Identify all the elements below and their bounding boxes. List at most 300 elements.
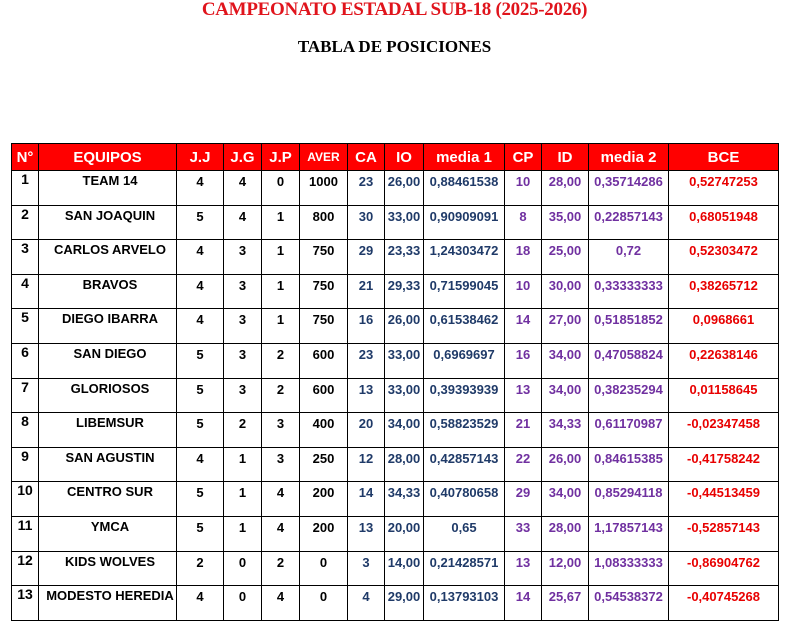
games-played-cell-value: 5 — [196, 381, 204, 397]
team-name-cell — [39, 274, 177, 309]
position-cell — [12, 171, 39, 206]
average-cell — [300, 274, 348, 309]
team-name-cell — [39, 240, 177, 275]
cp-cell-value: 8 — [519, 208, 527, 224]
media1-cell — [424, 586, 505, 621]
media2-cell — [589, 447, 669, 482]
ca-cell-value: 30 — [358, 208, 374, 224]
table-row — [12, 343, 779, 378]
id-cell-value: 25,00 — [548, 243, 582, 259]
id-cell — [542, 171, 589, 206]
position-cell — [12, 413, 39, 448]
games-won-cell — [224, 586, 262, 621]
position-cell-value: 11 — [17, 516, 33, 533]
media2-cell-value: 0,61170987 — [594, 416, 663, 432]
games-lost-cell-value: 4 — [276, 485, 285, 501]
games-played-cell — [177, 516, 224, 551]
media1-cell-value: 0,39393939 — [429, 381, 499, 397]
media2-cell-value: 0,85294118 — [594, 485, 663, 501]
media1-cell-value: 0,61538462 — [429, 312, 499, 328]
games-won-cell-value: 0 — [238, 589, 247, 605]
ca-cell-value: 13 — [358, 381, 374, 397]
io-cell-value: 28,00 — [387, 450, 421, 466]
games-played-cell-value: 5 — [196, 519, 204, 535]
average-cell — [300, 551, 348, 586]
games-played-cell — [177, 205, 224, 240]
cp-cell-value: 13 — [515, 554, 531, 570]
media2-cell — [589, 516, 669, 551]
average-cell — [300, 482, 348, 517]
ca-cell — [348, 586, 385, 621]
team-name-cell — [39, 309, 177, 344]
ca-cell-value: 23 — [358, 346, 374, 362]
id-cell-value: 35,00 — [548, 208, 582, 224]
team-name-cell-value: KIDS WOLVES — [64, 553, 156, 569]
id-cell-value: 12,00 — [548, 554, 582, 570]
id-cell — [542, 447, 589, 482]
games-lost-cell-value: 1 — [276, 243, 285, 259]
average-cell-value: 750 — [312, 312, 335, 328]
average-cell-value: 750 — [312, 243, 335, 259]
media1-cell — [424, 205, 505, 240]
games-lost-cell — [262, 205, 300, 240]
col-header-n: N° — [12, 144, 39, 171]
games-played-cell — [177, 378, 224, 413]
average-cell-value: 0 — [319, 554, 328, 570]
col-header-bce: BCE — [669, 144, 779, 171]
games-lost-cell-value: 1 — [276, 312, 285, 328]
media2-cell-value: 1,17857143 — [594, 519, 663, 535]
id-cell-value: 25,67 — [548, 589, 582, 605]
cp-cell — [505, 205, 542, 240]
games-won-cell — [224, 205, 262, 240]
ca-cell-value: 4 — [362, 589, 370, 605]
id-cell-value: 34,33 — [548, 416, 582, 432]
media2-cell — [589, 482, 669, 517]
team-name-cell-value: DIEGO IBARRA — [61, 311, 159, 327]
io-cell — [385, 274, 424, 309]
id-cell-value: 26,00 — [548, 450, 582, 466]
media1-cell — [424, 171, 505, 206]
col-header-id: ID — [542, 144, 589, 171]
position-cell-value: 10 — [17, 482, 33, 499]
id-cell-value: 34,00 — [548, 381, 582, 397]
col-header-ca: CA — [348, 144, 385, 171]
games-won-cell — [224, 482, 262, 517]
games-won-cell — [224, 378, 262, 413]
ca-cell — [348, 551, 385, 586]
media1-cell-value: 1,24303472 — [429, 243, 499, 259]
id-cell — [542, 309, 589, 344]
games-played-cell-value: 5 — [196, 208, 204, 224]
cp-cell — [505, 516, 542, 551]
io-cell — [385, 447, 424, 482]
games-won-cell — [224, 171, 262, 206]
games-played-cell-value: 2 — [196, 554, 204, 570]
games-played-cell — [177, 551, 224, 586]
id-cell-value: 34,00 — [548, 346, 582, 362]
io-cell — [385, 482, 424, 517]
id-cell — [542, 240, 589, 275]
cp-cell — [505, 482, 542, 517]
team-name-cell-value: CENTRO SUR — [67, 484, 153, 500]
average-cell-value: 200 — [312, 519, 335, 535]
media2-cell-value: 0,54538372 — [594, 589, 663, 605]
col-header-jp: J.P — [262, 144, 300, 171]
team-name-cell-value: TEAM 14 — [82, 173, 138, 188]
games-won-cell — [224, 309, 262, 344]
games-played-cell-value: 4 — [196, 174, 204, 189]
games-lost-cell — [262, 240, 300, 275]
media2-cell — [589, 378, 669, 413]
io-cell — [385, 586, 424, 621]
id-cell — [542, 586, 589, 621]
team-name-cell-value: BRAVOS — [82, 276, 138, 292]
media2-cell-value: 1,08333333 — [594, 554, 663, 570]
cp-cell — [505, 586, 542, 621]
games-lost-cell-value: 3 — [276, 450, 285, 466]
bce-cell-value: 0,01158645 — [689, 381, 758, 397]
col-header-cp: CP — [505, 144, 542, 171]
cp-cell-value: 10 — [515, 174, 531, 189]
id-cell-value: 27,00 — [548, 312, 582, 328]
average-cell — [300, 516, 348, 551]
cp-cell — [505, 274, 542, 309]
ca-cell — [348, 516, 385, 551]
bce-cell-value: -0,40745268 — [686, 589, 760, 605]
position-cell — [12, 551, 39, 586]
bce-cell-value: 0,52747253 — [689, 174, 758, 189]
position-cell — [12, 274, 39, 309]
bce-cell — [669, 343, 779, 378]
position-cell-value: 7 — [21, 378, 29, 395]
cp-cell-value: 14 — [515, 589, 531, 605]
media2-cell-value: 0,35714286 — [594, 174, 663, 189]
games-won-cell-value: 3 — [238, 346, 247, 362]
games-won-cell-value: 1 — [238, 450, 247, 466]
bce-cell-value: -0,44513459 — [686, 485, 760, 501]
games-lost-cell-value: 2 — [276, 554, 285, 570]
bce-cell — [669, 171, 779, 206]
media1-cell — [424, 482, 505, 517]
average-cell-value: 250 — [312, 450, 335, 466]
ca-cell — [348, 447, 385, 482]
bce-cell-value: 0,68051948 — [689, 208, 758, 224]
bce-cell — [669, 586, 779, 621]
media1-cell — [424, 309, 505, 344]
media2-cell-value: 0,22857143 — [594, 208, 663, 224]
id-cell-value: 30,00 — [548, 277, 582, 293]
media1-cell — [424, 240, 505, 275]
io-cell — [385, 378, 424, 413]
cp-cell-value: 16 — [515, 346, 531, 362]
media2-cell — [589, 586, 669, 621]
cp-cell — [505, 171, 542, 206]
team-name-cell-value: SAN DIEGO — [73, 345, 147, 361]
col-header-jg: J.G — [224, 144, 262, 171]
average-cell-value: 0 — [319, 589, 328, 605]
team-name-cell — [39, 413, 177, 448]
games-lost-cell — [262, 343, 300, 378]
bce-cell-value: 0,38265712 — [689, 277, 758, 293]
games-played-cell-value: 4 — [196, 277, 204, 293]
position-cell — [12, 343, 39, 378]
average-cell-value: 400 — [312, 416, 335, 432]
games-played-cell — [177, 447, 224, 482]
table-row — [12, 205, 779, 240]
bce-cell — [669, 274, 779, 309]
games-played-cell — [177, 482, 224, 517]
table-row — [12, 274, 779, 309]
team-name-cell-value: SAN AGUSTIN — [65, 449, 155, 465]
bce-cell-value: -0,41758242 — [686, 450, 760, 466]
bce-cell — [669, 240, 779, 275]
games-won-cell-value: 4 — [238, 208, 247, 224]
table-row — [12, 586, 779, 621]
team-name-cell — [39, 171, 177, 206]
table-row — [12, 240, 779, 275]
media2-cell — [589, 343, 669, 378]
average-cell-value: 200 — [312, 485, 335, 501]
team-name-cell-value: MODESTO HEREDIA — [46, 588, 174, 604]
games-won-cell-value: 3 — [238, 381, 247, 397]
media1-cell-value: 0,40780658 — [429, 485, 499, 501]
bce-cell-value: 0,52303472 — [689, 243, 758, 259]
io-cell-value: 26,00 — [387, 312, 421, 328]
io-cell — [385, 171, 424, 206]
ca-cell — [348, 413, 385, 448]
table-row — [12, 551, 779, 586]
media1-cell-value: 0,21428571 — [429, 554, 499, 570]
col-header-aver: AVER — [300, 144, 348, 171]
games-lost-cell — [262, 516, 300, 551]
team-name-cell — [39, 205, 177, 240]
games-played-cell-value: 5 — [196, 346, 204, 362]
games-played-cell-value: 4 — [196, 589, 204, 605]
cp-cell — [505, 447, 542, 482]
team-name-cell — [39, 343, 177, 378]
average-cell — [300, 309, 348, 344]
ca-cell-value: 23 — [358, 174, 374, 189]
position-cell-value: 4 — [21, 274, 29, 291]
io-cell-value: 34,33 — [387, 485, 421, 501]
ca-cell-value: 14 — [358, 485, 374, 501]
position-cell — [12, 586, 39, 621]
position-cell-value: 2 — [21, 205, 29, 222]
games-won-cell-value: 0 — [238, 554, 247, 570]
bce-cell — [669, 413, 779, 448]
position-cell — [12, 447, 39, 482]
team-name-cell — [39, 482, 177, 517]
average-cell — [300, 343, 348, 378]
media1-cell — [424, 447, 505, 482]
games-lost-cell — [262, 274, 300, 309]
average-cell — [300, 378, 348, 413]
position-cell-value: 13 — [17, 586, 33, 603]
id-cell-value: 28,00 — [548, 174, 582, 189]
position-cell-value: 6 — [21, 343, 29, 360]
team-name-cell — [39, 586, 177, 621]
id-cell — [542, 378, 589, 413]
team-name-cell-value: GLORIOSOS — [70, 380, 150, 396]
media2-cell-value: 0,33333333 — [594, 277, 663, 293]
ca-cell-value: 3 — [362, 554, 370, 570]
media1-cell — [424, 516, 505, 551]
cp-cell — [505, 343, 542, 378]
ca-cell — [348, 309, 385, 344]
id-cell — [542, 274, 589, 309]
media1-cell — [424, 413, 505, 448]
games-played-cell — [177, 309, 224, 344]
media1-cell-value: 0,65 — [451, 519, 477, 535]
cp-cell-value: 29 — [515, 485, 531, 501]
io-cell — [385, 551, 424, 586]
table-row — [12, 413, 779, 448]
games-lost-cell — [262, 586, 300, 621]
average-cell — [300, 586, 348, 621]
games-won-cell-value: 3 — [238, 312, 247, 328]
games-played-cell — [177, 413, 224, 448]
team-name-cell — [39, 378, 177, 413]
io-cell-value: 33,00 — [387, 208, 421, 224]
average-cell — [300, 413, 348, 448]
bce-cell — [669, 482, 779, 517]
games-played-cell-value: 4 — [196, 450, 204, 466]
games-won-cell — [224, 343, 262, 378]
team-name-cell-value: YMCA — [90, 518, 130, 534]
position-cell-value: 1 — [21, 171, 29, 187]
team-name-cell — [39, 447, 177, 482]
games-lost-cell — [262, 309, 300, 344]
position-cell — [12, 309, 39, 344]
games-won-cell — [224, 516, 262, 551]
games-played-cell — [177, 171, 224, 206]
average-cell-value: 600 — [312, 381, 335, 397]
io-cell-value: 29,00 — [387, 589, 421, 605]
games-won-cell — [224, 240, 262, 275]
bce-cell — [669, 551, 779, 586]
cp-cell — [505, 413, 542, 448]
games-played-cell — [177, 586, 224, 621]
io-cell-value: 14,00 — [387, 554, 421, 570]
io-cell — [385, 343, 424, 378]
media2-cell-value: 0,38235294 — [594, 381, 663, 397]
ca-cell-value: 13 — [358, 519, 374, 535]
games-lost-cell-value: 3 — [276, 416, 285, 432]
id-cell-value: 34,00 — [548, 485, 582, 501]
games-played-cell — [177, 343, 224, 378]
table-row — [12, 447, 779, 482]
bce-cell — [669, 378, 779, 413]
average-cell-value: 600 — [312, 346, 335, 362]
id-cell — [542, 482, 589, 517]
average-cell — [300, 240, 348, 275]
cp-cell-value: 13 — [515, 381, 531, 397]
average-cell-value: 1000 — [309, 174, 338, 189]
cp-cell — [505, 378, 542, 413]
games-won-cell-value: 4 — [238, 174, 247, 189]
ca-cell — [348, 171, 385, 206]
io-cell-value: 34,00 — [387, 416, 421, 432]
ca-cell-value: 29 — [358, 243, 374, 259]
games-played-cell-value: 4 — [196, 312, 204, 328]
id-cell — [542, 551, 589, 586]
average-cell — [300, 171, 348, 206]
bce-cell — [669, 516, 779, 551]
position-cell-value: 8 — [21, 413, 29, 430]
cp-cell-value: 22 — [515, 450, 531, 466]
id-cell-value: 28,00 — [548, 519, 582, 535]
col-header-equipos: EQUIPOS — [39, 144, 177, 171]
games-lost-cell — [262, 482, 300, 517]
media2-cell-value: 0,51851852 — [594, 312, 663, 328]
position-cell-value: 12 — [17, 551, 33, 568]
id-cell — [542, 343, 589, 378]
games-won-cell-value: 2 — [238, 416, 247, 432]
games-lost-cell-value: 1 — [276, 277, 285, 293]
media2-cell — [589, 309, 669, 344]
team-name-cell — [39, 516, 177, 551]
media1-cell-value: 0,88461538 — [429, 174, 499, 189]
io-cell — [385, 240, 424, 275]
bce-cell-value: -0,02347458 — [686, 416, 760, 432]
position-cell — [12, 378, 39, 413]
media1-cell-value: 0,90909091 — [429, 208, 499, 224]
io-cell — [385, 309, 424, 344]
col-header-media1: media 1 — [424, 144, 505, 171]
media1-cell-value: 0,58823529 — [429, 416, 499, 432]
cp-cell — [505, 551, 542, 586]
media2-cell-value: 0,72 — [615, 243, 642, 259]
ca-cell — [348, 274, 385, 309]
average-cell — [300, 447, 348, 482]
ca-cell — [348, 482, 385, 517]
io-cell — [385, 205, 424, 240]
table-row — [12, 378, 779, 413]
io-cell — [385, 516, 424, 551]
io-cell-value: 23,33 — [387, 243, 421, 259]
media2-cell — [589, 413, 669, 448]
ca-cell — [348, 343, 385, 378]
media2-cell-value: 0,47058824 — [594, 346, 663, 362]
media2-cell — [589, 551, 669, 586]
media1-cell — [424, 343, 505, 378]
games-lost-cell — [262, 447, 300, 482]
average-cell-value: 800 — [312, 208, 335, 224]
standings-table — [11, 143, 779, 621]
games-lost-cell — [262, 551, 300, 586]
media1-cell — [424, 274, 505, 309]
bce-cell-value: 0,0968661 — [692, 312, 755, 328]
games-played-cell — [177, 274, 224, 309]
games-won-cell — [224, 274, 262, 309]
bce-cell — [669, 447, 779, 482]
average-cell — [300, 205, 348, 240]
team-name-cell-value: CARLOS ARVELO — [54, 242, 166, 258]
games-lost-cell-value: 1 — [276, 208, 285, 224]
media1-cell-value: 0,13793103 — [429, 589, 499, 605]
io-cell-value: 29,33 — [387, 277, 421, 293]
media1-cell — [424, 551, 505, 586]
games-won-cell — [224, 447, 262, 482]
col-header-io: IO — [385, 144, 424, 171]
team-name-cell-value: SAN JOAQUIN — [64, 207, 156, 223]
media2-cell-value: 0,84615385 — [594, 450, 663, 466]
bce-cell — [669, 309, 779, 344]
ca-cell — [348, 205, 385, 240]
media1-cell-value: 0,42857143 — [429, 450, 499, 466]
ca-cell-value: 16 — [358, 312, 374, 328]
